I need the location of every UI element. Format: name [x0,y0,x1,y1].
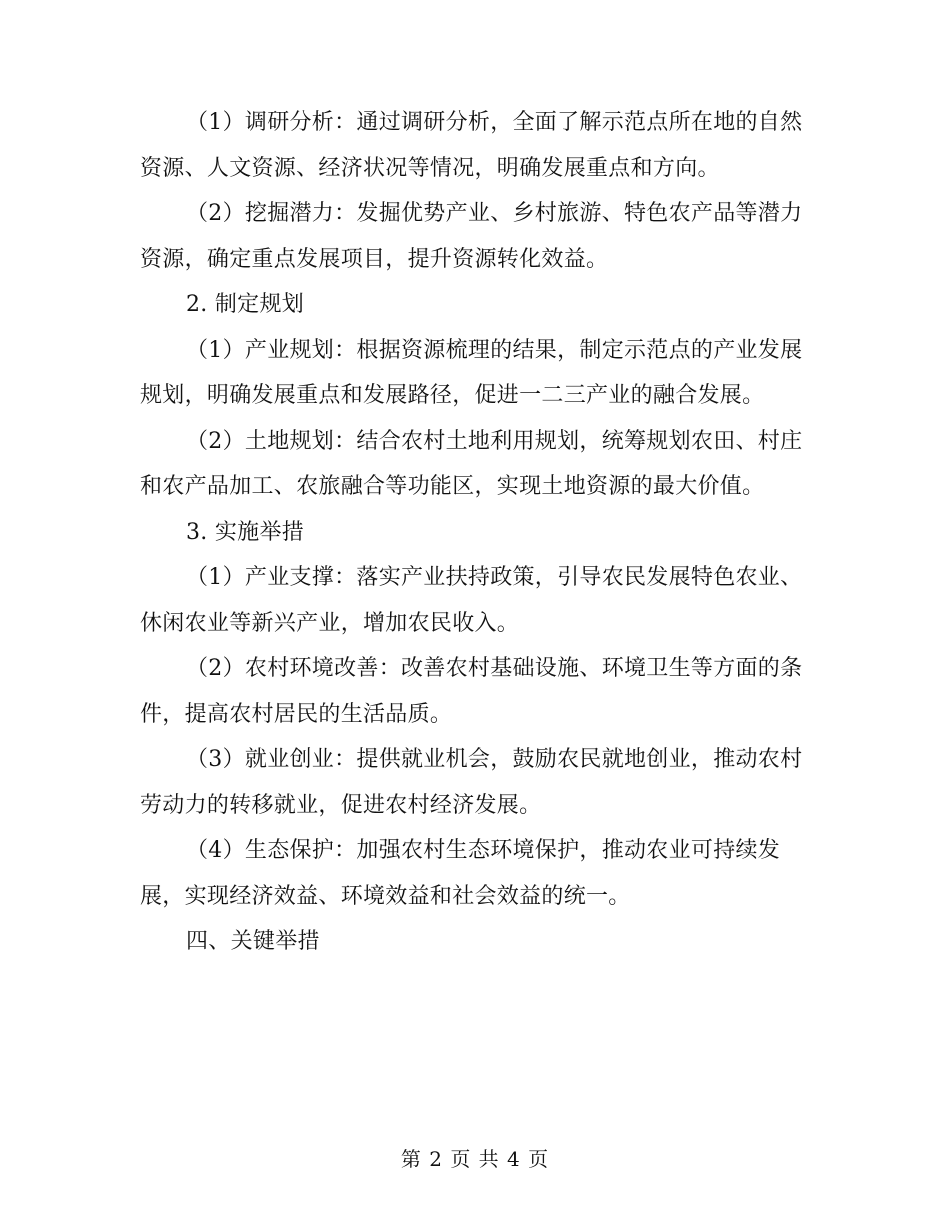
section-heading-key-measures: 四、关键举措 [186,929,320,954]
paragraph-industry-support: （1）产业支撑：落实产业扶持政策，引导农民发展特色农业、休闲农业等新兴产业，增加农民收入。 [140,565,803,636]
document-body [140,100,810,965]
paragraph-environment-improvement: （2）农村环境改善：改善农村基础设施、环境卫生等方面的条件，提高农村居民的生活品质。 [140,656,803,727]
paragraph-land-planning: （2）土地规划：结合农村土地利用规划，统筹规划农田、村庄和农产品加工、农旅融合等功能区，实现土地资源的最大价值。 [140,428,803,499]
paragraph-industry-planning: （1）产业规划：根据资源梳理的结果，制定示范点的产业发展规划，明确发展重点和发展路径，促进一二三产业的融合发展。 [140,337,803,408]
paragraph-ecological-protection: （4）生态保护：加强农村生态环境保护，推动农业可持续发展，实现经济效益、环境效益和社会效益的统一。 [140,838,781,909]
page-number-footer: 第 2 页 共 4 页 [400,1147,550,1171]
paragraph-research-analysis: （1）调研分析：通过调研分析，全面了解示范点所在地的自然资源、人文资源、经济状况等情况，明确发展重点和方向。 [140,110,803,181]
paragraph-tap-potential: （2）挖掘潜力：发掘优势产业、乡村旅游、特色农产品等潜力资源，确定重点发展项目，提升资源转化效益。 [140,201,803,272]
section-heading-measures: 3. 实施举措 [186,519,305,545]
section-heading-planning: 2. 制定规划 [186,292,305,317]
paragraph-employment: （3）就业创业：提供就业机会，鼓励农民就地创业，推动农村劳动力的转移就业，促进农村经济发展。 [140,747,803,818]
